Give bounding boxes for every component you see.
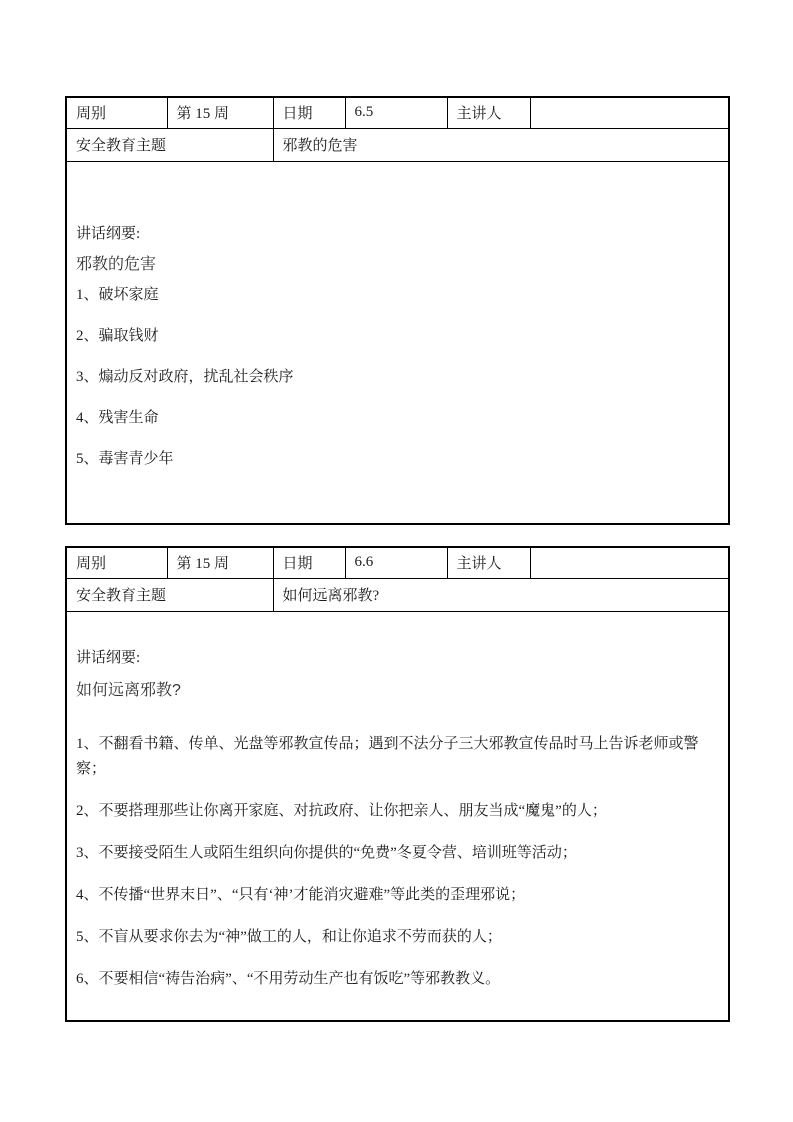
outline-label: 讲话纲要: (76, 225, 141, 242)
outline-item: 6、不要相信“祷告治病”、“不用劳动生产也有饭吃”等邪教教义。 (76, 970, 501, 987)
outline-cell (66, 611, 729, 1021)
outline-title: 如何远离邪教? (76, 681, 181, 699)
outline-label: 讲话纲要: (76, 649, 141, 666)
speaker-value-cell (530, 97, 729, 128)
outline-item: 1、不翻看书籍、传单、光盘等邪教宣传品；遇到不法分子三大邪教宣传品时马上告诉老师或警察； (76, 735, 699, 777)
week-label-cell: 周别 (66, 97, 167, 128)
date-value-cell: 6.5 (345, 97, 447, 128)
table-row (66, 161, 729, 524)
date-label-cell: 日期 (273, 97, 345, 128)
lesson-table-2 (65, 546, 730, 1022)
outline-item: 3、不要接受陌生人或陌生组织向你提供的“免费”冬夏令营、培训班等活动； (76, 844, 577, 861)
outline-item: 2、骗取钱财 (76, 327, 159, 344)
topic-label-cell: 安全教育主题 (66, 578, 273, 611)
table-row (66, 547, 729, 578)
week-value-cell: 第 15 周 (167, 547, 273, 578)
outline-item: 1、破坏家庭 (76, 286, 159, 303)
topic-value-cell: 邪教的危害 (273, 128, 729, 161)
table-row (66, 611, 729, 1021)
topic-label-cell: 安全教育主题 (66, 128, 273, 161)
topic-value-cell: 如何远离邪教? (273, 578, 729, 611)
outline-item: 4、残害生命 (76, 409, 159, 426)
outline-item: 5、毒害青少年 (76, 450, 174, 467)
date-value-cell: 6.6 (345, 547, 447, 578)
table-row (66, 97, 729, 128)
week-value-cell: 第 15 周 (167, 97, 273, 128)
week-label-cell: 周别 (66, 547, 167, 578)
outline-title: 邪教的危害 (76, 255, 157, 273)
speaker-label-cell: 主讲人 (447, 547, 530, 578)
outline-item: 4、不传播“世界末日”、“只有‘神’才能消灾避难”等此类的歪理邪说； (76, 886, 526, 903)
table-row (66, 578, 729, 611)
table-row (66, 128, 729, 161)
outline-item: 2、不要搭理那些让你离开家庭、对抗政府、让你把亲人、朋友当成“魔鬼”的人； (76, 802, 607, 819)
outline-item: 5、不盲从要求你去为“神”做工的人，和让你追求不劳而获的人； (76, 928, 502, 945)
speaker-label-cell: 主讲人 (447, 97, 530, 128)
date-label-cell: 日期 (273, 547, 345, 578)
outline-item: 3、煽动反对政府，扰乱社会秩序 (76, 368, 294, 385)
speaker-value-cell (530, 547, 729, 578)
lesson-table-1 (65, 96, 730, 525)
outline-cell (66, 161, 729, 524)
